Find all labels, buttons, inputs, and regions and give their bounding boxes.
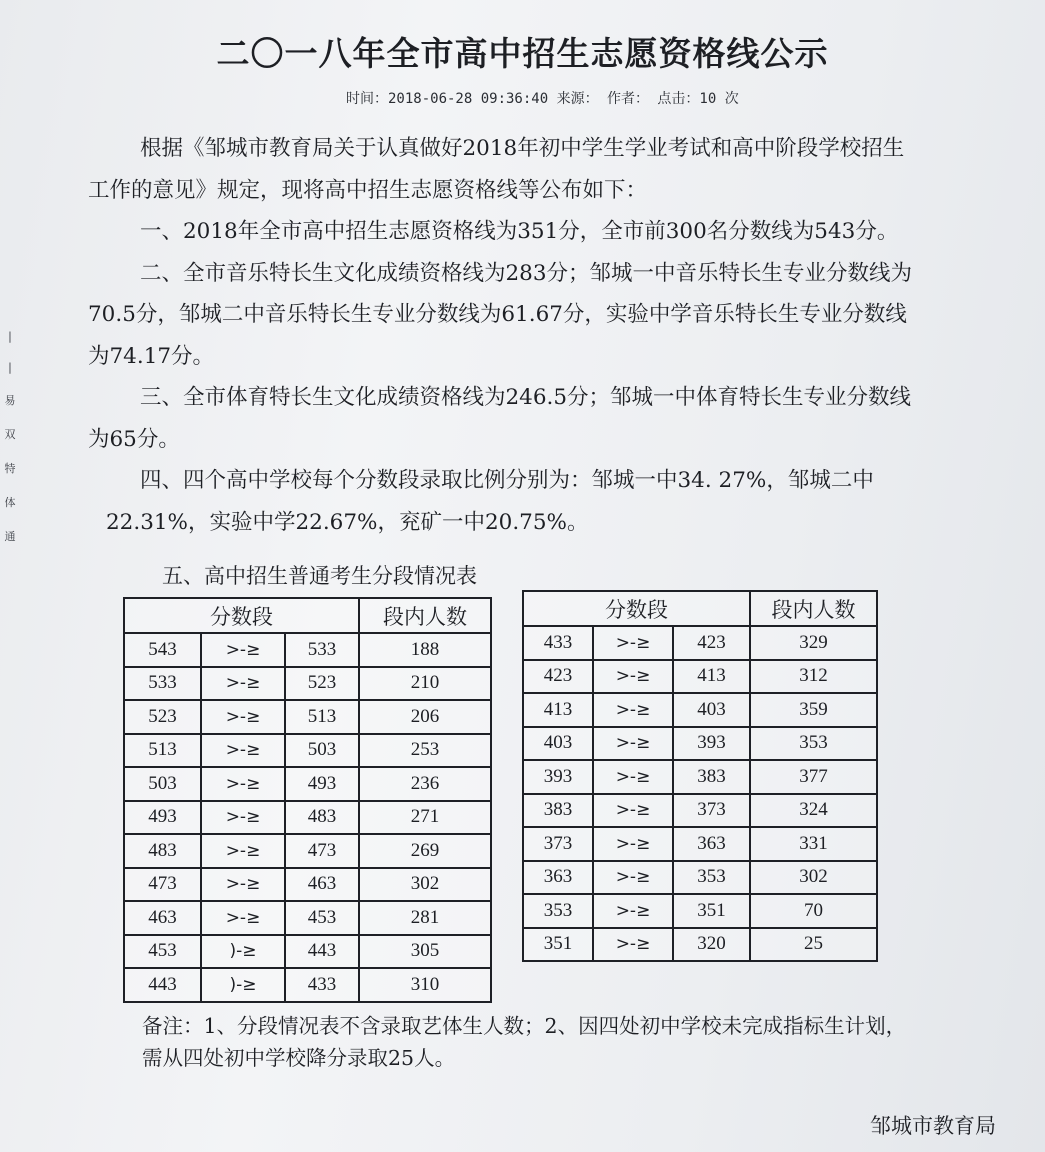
header-count: 段内人数 [750,591,877,626]
cell-count: 271 [359,801,491,835]
score-table-left [123,597,492,1003]
table-row [124,901,491,935]
margin-char: 体 [4,496,16,509]
cell-count: 310 [359,968,491,1002]
document-meta: 时间：2018-06-28 09:36:40 来源： 作者： 点击：10 次 [346,91,739,107]
cell-range-high: 533 [124,667,201,701]
cell-range-symbol: >-≥ [201,767,285,801]
cell-range-symbol: >-≥ [201,700,285,734]
cell-range-symbol: >-≥ [593,928,673,962]
paragraph-2-line-3: 为74.17分。 [88,343,215,369]
cell-count: 329 [750,626,877,660]
cell-count: 25 [750,928,877,962]
document-body [88,128,1023,543]
table-row [124,667,491,701]
section-five-heading: 五、高中招生普通考生分段情况表 [162,564,477,588]
cell-count: 312 [750,660,877,694]
cell-count: 359 [750,693,877,727]
cell-range-high: 453 [124,935,201,969]
remarks-line-1: 备注：1、分段情况表不含录取艺体生人数；2、因四处初中学校未完成指标生计划， [142,1014,907,1038]
cell-range-symbol: >-≥ [201,633,285,667]
table-row [523,660,877,694]
cell-range-high: 513 [124,734,201,768]
table-row [124,801,491,835]
paragraph-2-line-2: 70.5分，邹城二中音乐特长生专业分数线为61.67分，实验中学音乐特长生专业分数线 [88,302,907,327]
table-row [523,861,877,895]
cell-count: 305 [359,935,491,969]
cell-range-symbol: >-≥ [593,727,673,761]
margin-fragment [0,320,20,570]
cell-range-low: 363 [673,827,750,861]
cell-range-symbol: >-≥ [201,734,285,768]
table-header-row [523,591,877,626]
cell-range-low: 383 [673,760,750,794]
cell-range-high: 351 [523,928,593,962]
cell-count: 269 [359,834,491,868]
cell-range-high: 423 [523,660,593,694]
cell-range-low: 503 [285,734,359,768]
table-row [523,626,877,660]
cell-range-low: 463 [285,868,359,902]
cell-count: 210 [359,667,491,701]
cell-range-low: 423 [673,626,750,660]
cell-range-symbol: >-≥ [593,861,673,895]
remarks-line-2: 需从四处初中学校降分录取25人。 [142,1046,456,1070]
cell-count: 302 [359,868,491,902]
cell-range-low: 393 [673,727,750,761]
cell-count: 206 [359,700,491,734]
cell-range-low: 413 [673,660,750,694]
header-range: 分数段 [523,591,750,626]
table-row [124,834,491,868]
cell-range-low: 403 [673,693,750,727]
table-row [523,727,877,761]
cell-range-high: 383 [523,794,593,828]
cell-range-symbol: >-≥ [593,794,673,828]
cell-range-symbol: >-≥ [201,834,285,868]
cell-range-symbol: >-≥ [201,667,285,701]
cell-range-symbol: >-≥ [201,901,285,935]
cell-range-symbol: >-≥ [593,660,673,694]
cell-range-symbol: >-≥ [593,626,673,660]
cell-count: 324 [750,794,877,828]
cell-range-low: 351 [673,894,750,928]
cell-range-symbol: >-≥ [593,693,673,727]
cell-range-low: 523 [285,667,359,701]
cell-range-high: 543 [124,633,201,667]
cell-range-high: 483 [124,834,201,868]
cell-range-symbol: )-≥ [201,935,285,969]
margin-char: | [8,330,12,343]
cell-count: 253 [359,734,491,768]
issuer-signature: 邹城市教育局 [870,1114,996,1138]
cell-range-low: 353 [673,861,750,895]
cell-range-low: 483 [285,801,359,835]
remarks [142,1010,1022,1074]
cell-range-symbol: >-≥ [593,894,673,928]
cell-range-high: 433 [523,626,593,660]
paragraph-4-line-1: 四、四个高中学校每个分数段录取比例分别为：邹城一中34. 27%，邹城二中 [140,468,874,493]
cell-count: 70 [750,894,877,928]
table-header-row [124,598,491,633]
cell-count: 281 [359,901,491,935]
cell-range-high: 463 [124,901,201,935]
cell-range-symbol: )-≥ [201,968,285,1002]
paragraph-4-line-2: 22.31%，实验中学22.67%，兖矿一中20.75%。 [106,509,589,535]
cell-range-high: 403 [523,727,593,761]
header-range: 分数段 [124,598,359,633]
table-row [124,767,491,801]
cell-range-high: 523 [124,700,201,734]
table-row [124,935,491,969]
cell-range-high: 503 [124,767,201,801]
cell-range-symbol: >-≥ [201,868,285,902]
table-row [124,968,491,1002]
margin-char: | [8,361,12,374]
cell-range-high: 493 [124,801,201,835]
document-title: 二〇一八年全市高中招生志愿资格线公示 [216,34,829,73]
cell-range-high: 443 [124,968,201,1002]
table-row [523,827,877,861]
margin-char: 双 [4,428,16,441]
cell-range-low: 373 [673,794,750,828]
table-row [523,760,877,794]
table-row [124,868,491,902]
cell-range-low: 493 [285,767,359,801]
cell-range-symbol: >-≥ [201,801,285,835]
cell-count: 331 [750,827,877,861]
cell-range-symbol: >-≥ [593,760,673,794]
header-count: 段内人数 [359,598,491,633]
table-row [523,794,877,828]
cell-count: 236 [359,767,491,801]
table-row [523,894,877,928]
cell-range-high: 353 [523,894,593,928]
paragraph-2-line-1: 二、全市音乐特长生文化成绩资格线为283分；邹城一中音乐特长生专业分数线为 [140,260,913,286]
cell-range-high: 473 [124,868,201,902]
cell-range-high: 373 [523,827,593,861]
cell-range-symbol: >-≥ [593,827,673,861]
table-row [124,700,491,734]
cell-count: 353 [750,727,877,761]
cell-count: 377 [750,760,877,794]
cell-count: 302 [750,861,877,895]
cell-range-low: 513 [285,700,359,734]
intro-line-1: 根据《邹城市教育局关于认真做好2018年初中学生学业考试和高中阶段学校招生 [140,136,905,161]
paragraph-3-line-2: 为65分。 [88,426,180,452]
intro-line-2: 工作的意见》规定，现将高中招生志愿资格线等公布如下： [88,177,648,203]
table-row [523,928,877,962]
cell-range-high: 363 [523,861,593,895]
score-table-right [522,590,878,962]
cell-range-low: 533 [285,633,359,667]
cell-range-high: 393 [523,760,593,794]
cell-count: 188 [359,633,491,667]
cell-range-low: 433 [285,968,359,1002]
margin-char: 通 [4,530,16,543]
table-row [124,633,491,667]
paragraph-1: 一、2018年全市高中招生志愿资格线为351分，全市前300名分数线为543分。 [140,219,899,244]
table-row [523,693,877,727]
margin-char: 易 [4,394,16,407]
margin-char: 特 [4,462,16,475]
cell-range-high: 413 [523,693,593,727]
cell-range-low: 443 [285,935,359,969]
cell-range-low: 453 [285,901,359,935]
paragraph-3-line-1: 三、全市体育特长生文化成绩资格线为246.5分；邹城一中体育特长生专业分数线 [140,385,912,410]
cell-range-low: 473 [285,834,359,868]
table-row [124,734,491,768]
cell-range-low: 320 [673,928,750,962]
